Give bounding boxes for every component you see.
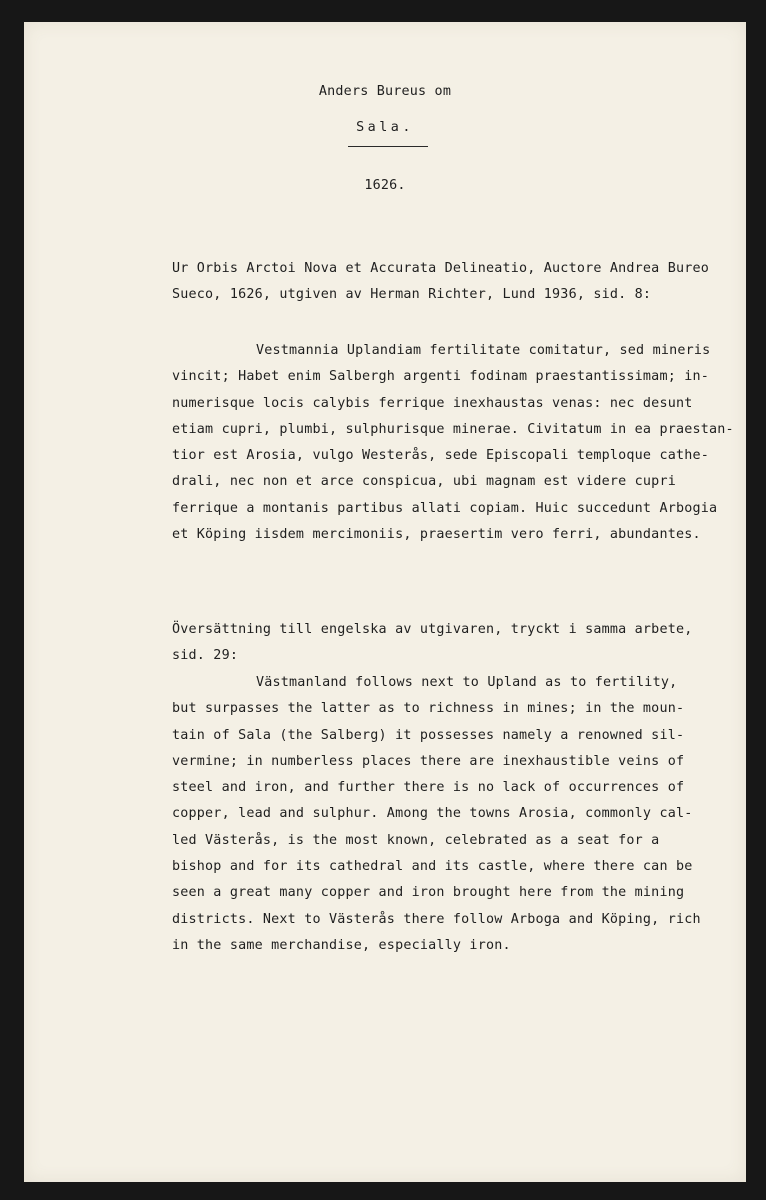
english-line: steel and iron, and further there is no lack of occurrences of	[172, 780, 685, 796]
english-line: bishop and for its cathedral and its castle, where there can be	[172, 859, 693, 875]
english-line: copper, lead and sulphur. Among the towns Arosia, commonly cal-	[172, 806, 693, 822]
document-heading: Anders Bureus om	[318, 84, 452, 99]
latin-line: vincit; Habet enim Salbergh argenti fodinam praestantissimam; in-	[172, 369, 710, 385]
translation-heading	[172, 617, 693, 670]
english-line: vermine; in numberless places there are inexhaustible veins of	[172, 753, 685, 769]
translation-heading-line: Översättning till engelska av utgivaren, tryckt i samma arbete,	[172, 622, 693, 637]
latin-line: drali, nec non et arce conspicua, ubi magnam est videre cupri	[172, 474, 676, 490]
english-line: but surpasses the latter as to richness in mines; in the moun-	[172, 701, 685, 717]
latin-passage	[172, 338, 734, 548]
english-line: tain of Sala (the Salberg) it possesses namely a renowned sil-	[172, 727, 685, 743]
typed-page	[24, 22, 746, 1182]
title-underline	[348, 146, 428, 147]
translation-heading-line: sid. 29:	[172, 648, 239, 664]
english-line: in the same merchandise, especially iron.	[172, 937, 511, 953]
document-place-title: Sala.	[356, 120, 414, 135]
english-passage	[172, 670, 701, 959]
latin-line: numerisque locis calybis ferrique inexhaustas venas: nec desunt	[172, 395, 693, 411]
latin-line: Vestmannia Uplandiam fertilitate comitatur, sed mineris	[256, 343, 711, 358]
english-line: seen a great many copper and iron brought here from the mining	[172, 885, 685, 901]
latin-line: etiam cupri, plumbi, sulphurisque minerae. Civitatum in ea praestan-	[172, 421, 734, 437]
english-line: districts. Next to Västerås there follow Arboga and Köping, rich	[172, 911, 701, 927]
source-line: Sueco, 1626, utgiven av Herman Richter, Lund 1936, sid. 8:	[172, 287, 652, 303]
source-line: Ur Orbis Arctoi Nova et Accurata Delineatio, Auctore Andrea Bureo	[172, 261, 710, 276]
latin-line: ferrique a montanis partibus allati copiam. Huic succedunt Arbogia	[172, 500, 718, 516]
english-line: led Västerås, is the most known, celebrated as a seat for a	[172, 832, 660, 848]
document-year: 1626.	[364, 178, 406, 193]
latin-line: tior est Arosia, vulgo Westerås, sede Episcopali temploque cathe-	[172, 448, 710, 464]
english-line: Västmanland follows next to Upland as to fertility,	[256, 675, 678, 690]
latin-line: et Köping iisdem mercimoniis, praesertim vero ferri, abundantes.	[172, 527, 701, 543]
source-citation	[172, 256, 709, 309]
